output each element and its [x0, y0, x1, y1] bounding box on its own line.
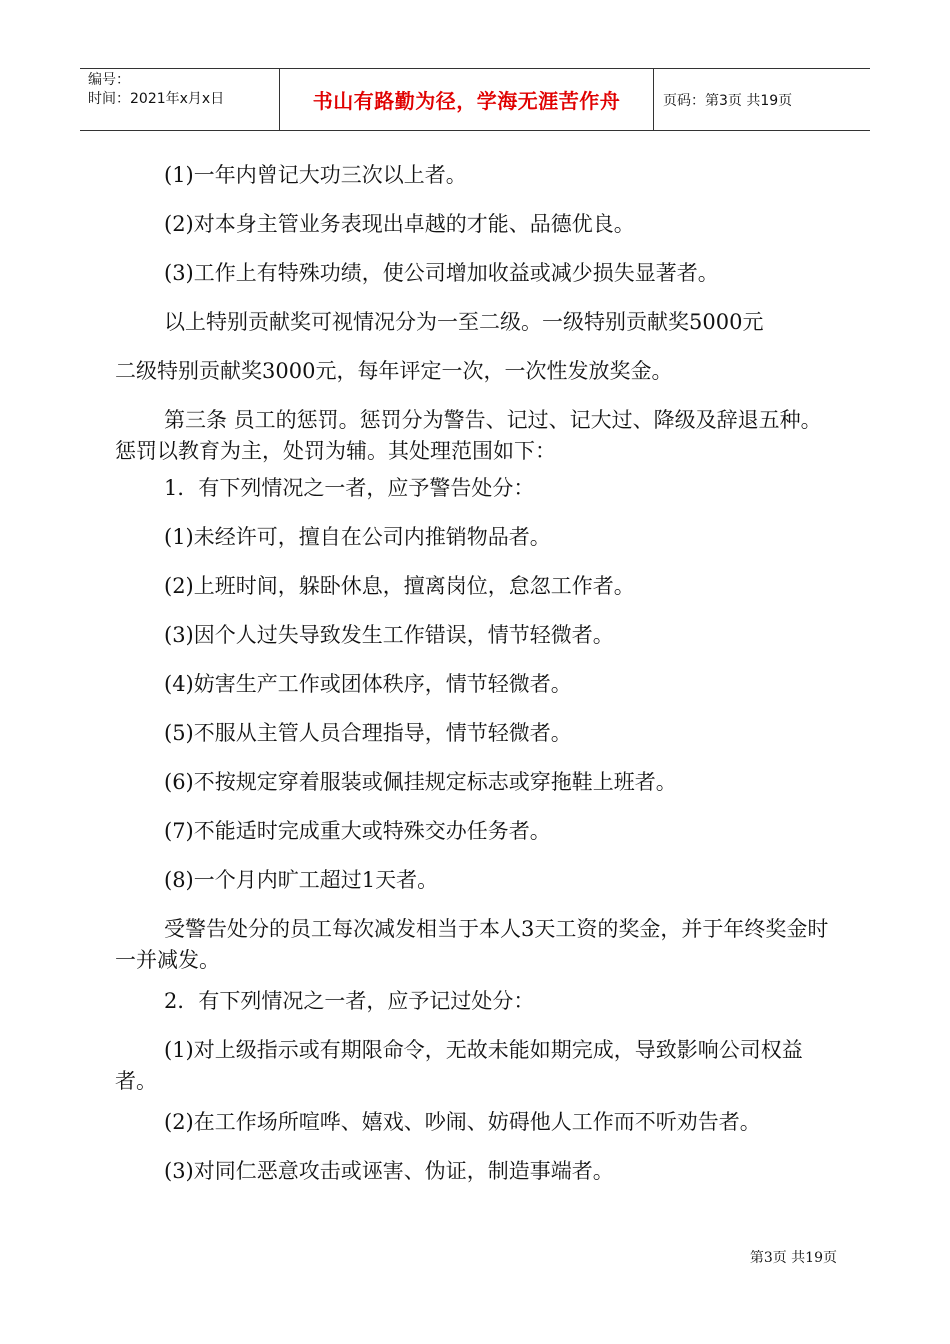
paragraph: (8)一个月内旷工超过1天者。 [164, 868, 439, 892]
paragraph: 二级特别贡献奖3000元，每年评定一次，一次性发放奖金。 [115, 359, 673, 383]
paragraph: (1)对上级指示或有期限命令，无故未能如期完成，导致影响公司权益者。 [115, 1038, 803, 1093]
paragraph: 以上特别贡献奖可视情况分为一至二级。一级特别贡献奖5000元 [164, 310, 764, 334]
paragraph: 1．有下列情况之一者，应予警告处分： [164, 476, 535, 500]
header-page-info: 页码：第3页 共19页 [663, 92, 793, 109]
paragraph: (3)工作上有特殊功绩，使公司增加收益或减少损失显著者。 [164, 261, 719, 285]
document-number-label: 编号： [88, 72, 130, 88]
paragraph: (3)因个人过失导致发生工作错误，情节轻微者。 [164, 623, 614, 647]
paragraph: (3)对同仁恶意攻击或诬害、伪证，制造事端者。 [164, 1159, 614, 1183]
page-header [80, 68, 870, 131]
paragraph: (6)不按规定穿着服装或佩挂规定标志或穿拖鞋上班者。 [164, 770, 677, 794]
header-motto: 书山有路勤为径，学海无涯苦作舟 [280, 69, 654, 130]
paragraph: (1)未经许可，擅自在公司内推销物品者。 [164, 525, 551, 549]
header-meta [80, 69, 280, 130]
document-body [115, 160, 840, 1205]
paragraph: (2)在工作场所喧哗、嬉戏、吵闹、妨碍他人工作而不听劝告者。 [164, 1110, 761, 1134]
page-footer: 第3页 共19页 [749, 1250, 837, 1266]
paragraph: 2．有下列情况之一者，应予记过处分： [164, 989, 535, 1013]
paragraph: 受警告处分的员工每次减发相当于本人3天工资的奖金，并于年终奖金时一并减发。 [115, 917, 829, 972]
paragraph: (5)不服从主管人员合理指导，情节轻微者。 [164, 721, 572, 745]
document-time-label: 时间：2021年x月x日 [88, 91, 225, 107]
paragraph: (1)一年内曾记大功三次以上者。 [164, 163, 467, 187]
paragraph: (4)妨害生产工作或团体秩序，情节轻微者。 [164, 672, 572, 696]
paragraph: (2)对本身主管业务表现出卓越的才能、品德优良。 [164, 212, 635, 236]
paragraph: (2)上班时间，躲卧休息，擅离岗位，怠忽工作者。 [164, 574, 635, 598]
paragraph: (7)不能适时完成重大或特殊交办任务者。 [164, 819, 551, 843]
paragraph: 第三条 员工的惩罚。惩罚分为警告、记过、记大过、降级及辞退五种。惩罚以教育为主，处罚为辅。其处理范围如下： [115, 408, 822, 463]
